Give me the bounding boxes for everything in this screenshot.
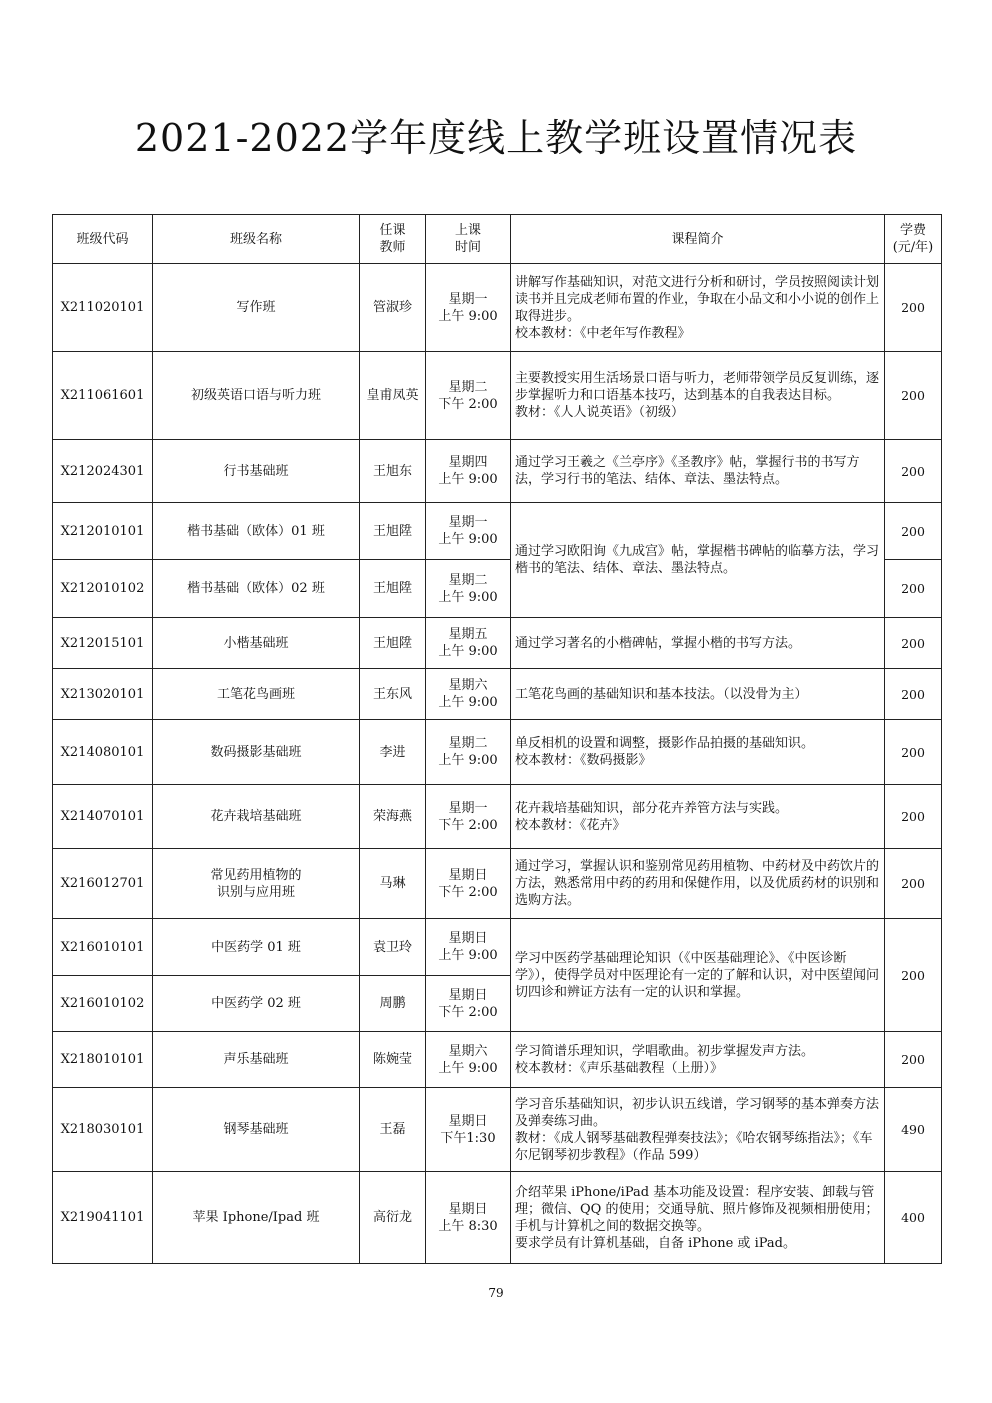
class-name-cell: 钢琴基础班 bbox=[153, 1088, 360, 1172]
tuition-fee-cell: 200 bbox=[885, 503, 942, 560]
table-row bbox=[53, 785, 942, 849]
class-code-cell: X213020101 bbox=[53, 669, 153, 720]
class-code-cell: X219041101 bbox=[53, 1172, 153, 1264]
teacher-cell: 高衍龙 bbox=[360, 1172, 426, 1264]
class-code-cell: X216010102 bbox=[53, 976, 153, 1032]
course-intro-cell: 学习中医药学基础理论知识（《中医基础理论》、《中医诊断学》），使得学员对中医理论有一定的了解和认识，对中医望闻问切四诊和辨证方法有一定的认识和掌握。 bbox=[511, 919, 885, 1032]
class-code-cell: X212010101 bbox=[53, 503, 153, 560]
teacher-cell: 荣海燕 bbox=[360, 785, 426, 849]
class-time-cell: 星期日 上午 8:30 bbox=[426, 1172, 511, 1264]
course-intro-cell: 通过学习，掌握认识和鉴别常见药用植物、中药材及中药饮片的方法，熟悉常用中药的药用和保健作用，以及优质药材的识别和选购方法。 bbox=[511, 849, 885, 919]
teacher-cell: 王旭陞 bbox=[360, 560, 426, 618]
teacher-cell: 王磊 bbox=[360, 1088, 426, 1172]
class-name-cell: 楷书基础（欧体）01 班 bbox=[153, 503, 360, 560]
class-table bbox=[52, 214, 942, 1264]
class-time-cell: 星期五 上午 9:00 bbox=[426, 618, 511, 669]
tuition-fee-cell: 200 bbox=[885, 264, 942, 352]
table-row bbox=[53, 618, 942, 669]
table-row bbox=[53, 264, 942, 352]
class-code-cell: X212015101 bbox=[53, 618, 153, 669]
table-row bbox=[53, 1088, 942, 1172]
course-intro-cell: 学习简谱乐理知识，学唱歌曲。初步掌握发声方法。 校本教材：《声乐基础教程（上册）》 bbox=[511, 1032, 885, 1088]
teacher-cell: 王旭陞 bbox=[360, 618, 426, 669]
teacher-cell: 陈婉莹 bbox=[360, 1032, 426, 1088]
class-code-cell: X212024301 bbox=[53, 440, 153, 503]
course-intro-cell: 讲解写作基础知识，对范文进行分析和研讨，学员按照阅读计划读书并且完成老师布置的作业，争取在小品文和小小说的创作上取得进步。 校本教材：《中老年写作教程》 bbox=[511, 264, 885, 352]
header-intro: 课程简介 bbox=[511, 215, 885, 264]
class-time-cell: 星期日 下午1:30 bbox=[426, 1088, 511, 1172]
table-row bbox=[53, 1172, 942, 1264]
class-time-cell: 星期六 上午 9:00 bbox=[426, 669, 511, 720]
class-time-cell: 星期一 上午 9:00 bbox=[426, 264, 511, 352]
table-row bbox=[53, 919, 942, 976]
teacher-cell: 周鹏 bbox=[360, 976, 426, 1032]
class-name-cell: 常见药用植物的 识别与应用班 bbox=[153, 849, 360, 919]
tuition-fee-cell: 200 bbox=[885, 618, 942, 669]
header-row bbox=[53, 215, 942, 264]
course-intro-cell: 通过学习著名的小楷碑帖，掌握小楷的书写方法。 bbox=[511, 618, 885, 669]
course-intro-cell: 通过学习王羲之《兰亭序》《圣教序》帖，掌握行书的书写方法，学习行书的笔法、结体、章法、墨法特点。 bbox=[511, 440, 885, 503]
class-name-cell: 楷书基础（欧体）02 班 bbox=[153, 560, 360, 618]
course-intro-cell: 花卉栽培基础知识，部分花卉养管方法与实践。 校本教材：《花卉》 bbox=[511, 785, 885, 849]
class-code-cell: X212010102 bbox=[53, 560, 153, 618]
class-name-cell: 中医药学 01 班 bbox=[153, 919, 360, 976]
course-intro-cell: 主要教授实用生活场景口语与听力，老师带领学员反复训练，逐步掌握听力和口语基本技巧，达到基本的自我表达目标。 教材：《人人说英语》（初级） bbox=[511, 352, 885, 440]
header-time: 上课 时间 bbox=[426, 215, 511, 264]
teacher-cell: 马琳 bbox=[360, 849, 426, 919]
class-code-cell: X214080101 bbox=[53, 720, 153, 785]
class-time-cell: 星期一 下午 2:00 bbox=[426, 785, 511, 849]
class-code-cell: X211061601 bbox=[53, 352, 153, 440]
table-row bbox=[53, 669, 942, 720]
teacher-cell: 皇甫凤英 bbox=[360, 352, 426, 440]
class-name-cell: 工笔花鸟画班 bbox=[153, 669, 360, 720]
class-name-cell: 苹果 Iphone/Ipad 班 bbox=[153, 1172, 360, 1264]
table-row bbox=[53, 440, 942, 503]
class-time-cell: 星期一 上午 9:00 bbox=[426, 503, 511, 560]
class-code-cell: X218030101 bbox=[53, 1088, 153, 1172]
table-row bbox=[53, 352, 942, 440]
tuition-fee-cell: 200 bbox=[885, 560, 942, 618]
class-name-cell: 数码摄影基础班 bbox=[153, 720, 360, 785]
course-intro-cell: 学习音乐基础知识，初步认识五线谱，学习钢琴的基本弹奏方法及弹奏练习曲。 教材：《成人钢琴基础教程弹奏技法》；《哈农钢琴练指法》；《车尔尼钢琴初步教程》（作品 599） bbox=[511, 1088, 885, 1172]
class-time-cell: 星期六 上午 9:00 bbox=[426, 1032, 511, 1088]
class-name-cell: 花卉栽培基础班 bbox=[153, 785, 360, 849]
course-intro-cell: 单反相机的设置和调整，摄影作品拍摄的基础知识。 校本教材：《数码摄影》 bbox=[511, 720, 885, 785]
tuition-fee-cell: 200 bbox=[885, 440, 942, 503]
page-number: 79 bbox=[488, 1286, 504, 1300]
class-code-cell: X216010101 bbox=[53, 919, 153, 976]
header-teacher: 任课 教师 bbox=[360, 215, 426, 264]
course-intro-cell: 通过学习欧阳询《九成宫》帖，掌握楷书碑帖的临摹方法，学习楷书的笔法、结体、章法、墨法特点。 bbox=[511, 503, 885, 618]
teacher-cell: 李进 bbox=[360, 720, 426, 785]
class-name-cell: 行书基础班 bbox=[153, 440, 360, 503]
teacher-cell: 王旭东 bbox=[360, 440, 426, 503]
tuition-fee-cell: 200 bbox=[885, 785, 942, 849]
class-time-cell: 星期二 下午 2:00 bbox=[426, 352, 511, 440]
tuition-fee-cell: 200 bbox=[885, 1032, 942, 1088]
tuition-fee-cell: 400 bbox=[885, 1172, 942, 1264]
course-intro-cell: 工笔花鸟画的基础知识和基本技法。（以没骨为主） bbox=[511, 669, 885, 720]
class-name-cell: 声乐基础班 bbox=[153, 1032, 360, 1088]
class-name-cell: 中医药学 02 班 bbox=[153, 976, 360, 1032]
class-time-cell: 星期日 下午 2:00 bbox=[426, 976, 511, 1032]
class-code-cell: X216012701 bbox=[53, 849, 153, 919]
table-row bbox=[53, 503, 942, 560]
class-code-cell: X211020101 bbox=[53, 264, 153, 352]
page-title: 2021-2022学年度线上教学班设置情况表 bbox=[134, 116, 858, 160]
header-name: 班级名称 bbox=[153, 215, 360, 264]
course-intro-cell: 介绍苹果 iPhone/iPad 基本功能及设置：程序安装、卸载与管理；微信、QQ 的使用；交通导航、照片修饰及视频相册使用；手机与计算机之间的数据交换等。 要求学员有计算机基础，自备 iPhone 或 iPad。 bbox=[511, 1172, 885, 1264]
class-name-cell: 小楷基础班 bbox=[153, 618, 360, 669]
tuition-fee-cell: 200 bbox=[885, 919, 942, 1032]
class-code-cell: X214070101 bbox=[53, 785, 153, 849]
class-time-cell: 星期四 上午 9:00 bbox=[426, 440, 511, 503]
teacher-cell: 袁卫玲 bbox=[360, 919, 426, 976]
class-time-cell: 星期日 上午 9:00 bbox=[426, 919, 511, 976]
table-row bbox=[53, 1032, 942, 1088]
class-name-cell: 写作班 bbox=[153, 264, 360, 352]
header-fee: 学费 (元/年) bbox=[885, 215, 942, 264]
tuition-fee-cell: 490 bbox=[885, 1088, 942, 1172]
tuition-fee-cell: 200 bbox=[885, 849, 942, 919]
table-row bbox=[53, 849, 942, 919]
class-code-cell: X218010101 bbox=[53, 1032, 153, 1088]
teacher-cell: 管淑珍 bbox=[360, 264, 426, 352]
class-time-cell: 星期二 上午 9:00 bbox=[426, 560, 511, 618]
class-time-cell: 星期二 上午 9:00 bbox=[426, 720, 511, 785]
teacher-cell: 王东风 bbox=[360, 669, 426, 720]
header-code: 班级代码 bbox=[53, 215, 153, 264]
tuition-fee-cell: 200 bbox=[885, 720, 942, 785]
teacher-cell: 王旭陞 bbox=[360, 503, 426, 560]
tuition-fee-cell: 200 bbox=[885, 352, 942, 440]
class-name-cell: 初级英语口语与听力班 bbox=[153, 352, 360, 440]
tuition-fee-cell: 200 bbox=[885, 669, 942, 720]
class-time-cell: 星期日 下午 2:00 bbox=[426, 849, 511, 919]
table-row bbox=[53, 720, 942, 785]
